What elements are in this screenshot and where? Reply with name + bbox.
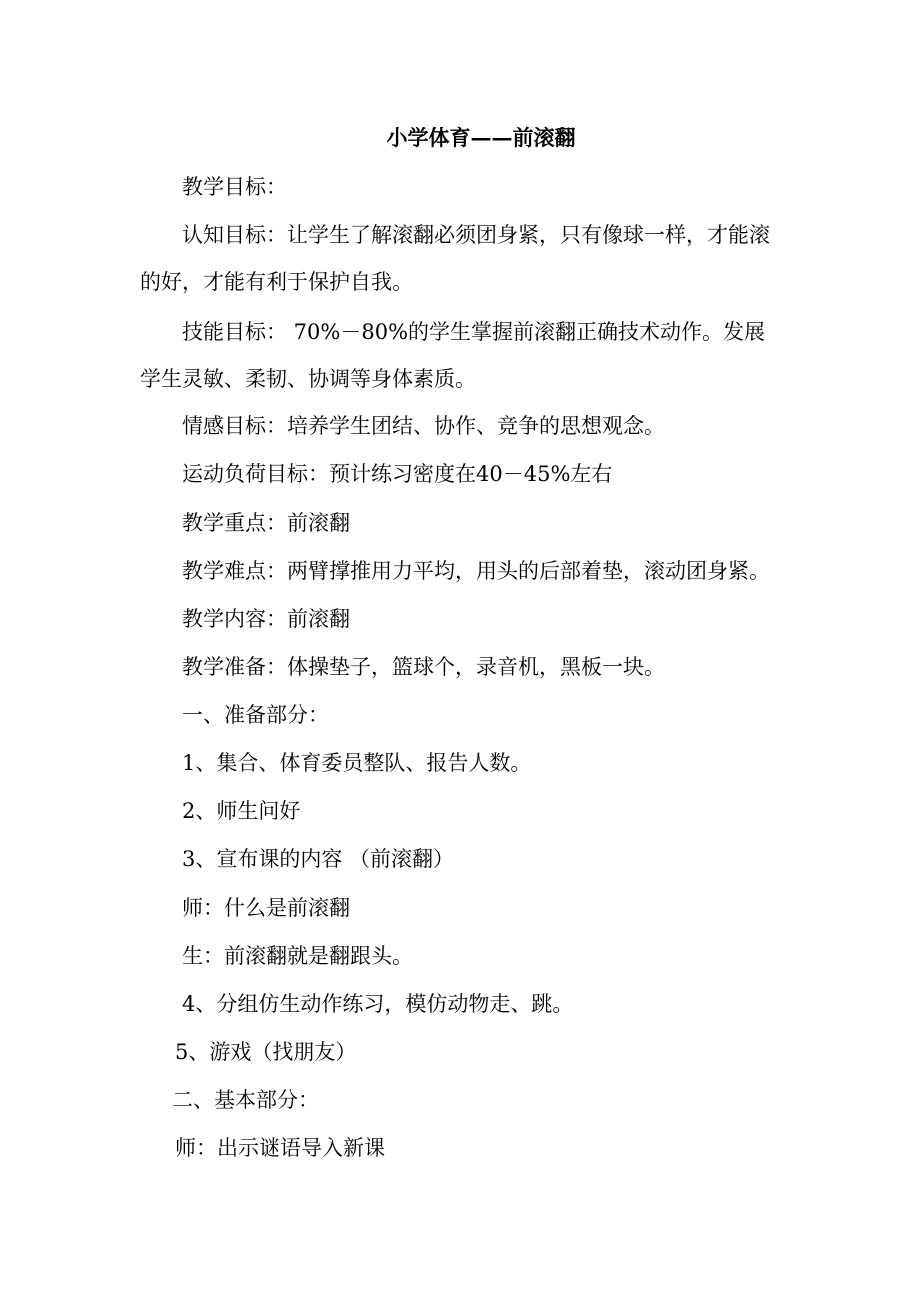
text-line: 教学准备：体操垫子，篮球个，录音机，黑板一块。	[182, 655, 665, 679]
text-line: 5、游戏（找朋友）	[175, 1040, 357, 1064]
text-line: 一、准备部分：	[182, 703, 329, 727]
text-line: 学生灵敏、柔韧、协调等身体素质。	[140, 367, 476, 391]
text-line: 教学难点：两臂撑推用力平均，用头的后部着垫，滚动团身紧。	[182, 559, 770, 583]
text-line: 生：前滚翻就是翻跟头。	[182, 944, 413, 968]
text-line: 认知目标：让学生了解滚翻必须团身紧，只有像球一样，才能滚	[182, 223, 770, 247]
text-line: 教学目标：	[182, 175, 287, 199]
text-line: 师：出示谜语导入新课	[175, 1136, 385, 1160]
text-line: 教学重点：前滚翻	[182, 511, 350, 535]
text-line: 技能目标： 70%－80%的学生掌握前滚翻正确技术动作。发展	[182, 320, 766, 344]
text-line: 1、集合、体育委员整队、报告人数。	[182, 751, 532, 775]
text-line: 教学内容：前滚翻	[182, 607, 350, 631]
document-title: 小学体育——前滚翻	[386, 125, 576, 150]
text-line: 师：什么是前滚翻	[182, 896, 350, 920]
text-line: 情感目标：培养学生团结、协作、竞争的思想观念。	[182, 414, 665, 438]
text-line: 2、师生问好	[182, 799, 301, 823]
text-line: 4、分组仿生动作练习，模仿动物走、跳。	[182, 992, 574, 1016]
text-line: 3、宣布课的内容 （前滚翻）	[182, 847, 455, 871]
text-line: 二、基本部分：	[172, 1088, 319, 1112]
text-line: 的好，才能有利于保护自我。	[140, 270, 413, 294]
text-line: 运动负荷目标：预计练习密度在40－45%左右	[182, 462, 613, 486]
